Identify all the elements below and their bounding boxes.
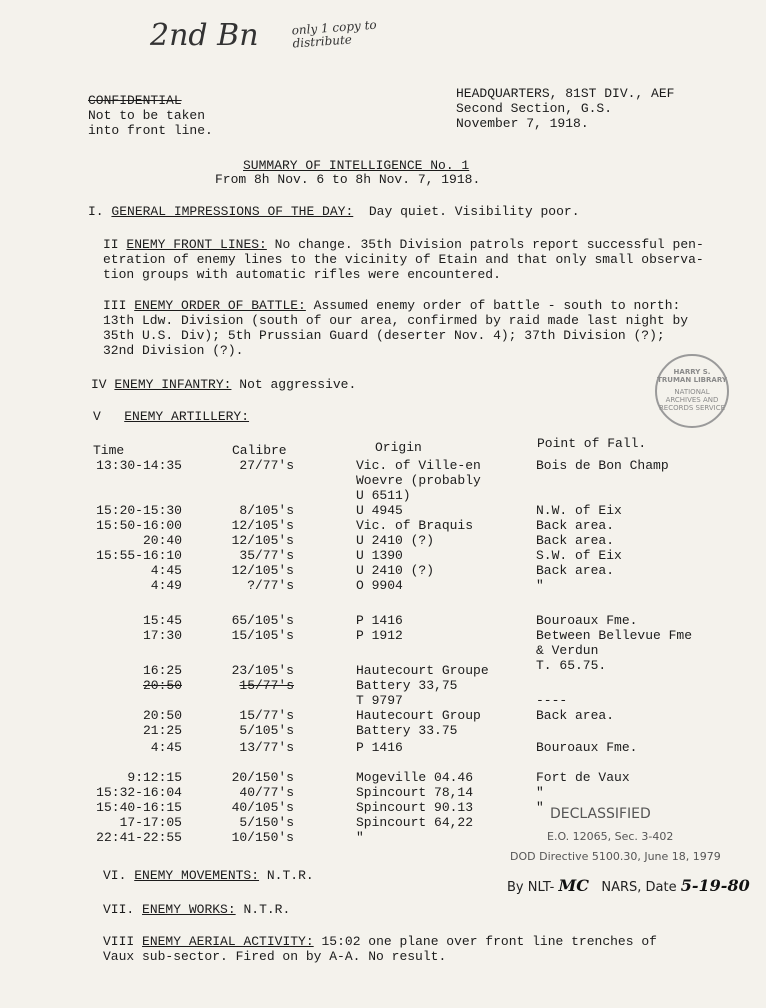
artillery-origin: " <box>356 830 364 845</box>
section-7-number: VII. <box>103 902 135 917</box>
artillery-calibre: 40/105's <box>231 800 294 815</box>
declassified-line-1: E.O. 12065, Sec. 3-402 <box>547 830 674 843</box>
artillery-origin: U 6511) <box>356 488 411 503</box>
artillery-calibre: 65/105's <box>231 613 294 628</box>
artillery-point-of-fall: Bouroaux Fme. <box>536 740 638 755</box>
artillery-calibre: 8/105's <box>239 503 294 518</box>
artillery-point-of-fall: Between Bellevue Fme <box>536 628 693 643</box>
artillery-calibre: 27/77's <box>239 458 294 473</box>
restriction-line-1: Not to be taken <box>88 108 206 123</box>
date-line: November 7, 1918. <box>456 116 589 131</box>
artillery-point-of-fall: Back area. <box>536 518 615 533</box>
section-1-body: Day quiet. Visibility poor. <box>368 204 580 219</box>
header-right <box>456 86 674 131</box>
artillery-origin: T 9797 <box>356 693 403 708</box>
archive-stamp <box>655 354 729 428</box>
artillery-time: 15:20-15:30 <box>96 503 182 518</box>
artillery-origin: Mogeville 04.46 <box>356 770 474 785</box>
section-2-number: II <box>103 237 119 252</box>
artillery-calibre: 12/105's <box>231 533 294 548</box>
header-left <box>88 93 213 138</box>
artillery-time: 9:12:15 <box>127 770 182 785</box>
artillery-point-of-fall: & Verdun <box>536 643 599 658</box>
artillery-origin: Hautecourt Groupe <box>356 663 489 678</box>
section-6-heading: ENEMY MOVEMENTS: <box>134 868 260 883</box>
artillery-origin: Woevre (probably <box>356 473 481 488</box>
section-2 <box>103 237 703 282</box>
classification-label: CONFIDENTIAL <box>88 93 182 108</box>
artillery-calibre: 10/150's <box>231 830 294 845</box>
artillery-origin: Spincourt 90.13 <box>356 800 474 815</box>
artillery-point-of-fall: Back area. <box>536 533 615 548</box>
artillery-point-of-fall: T. 65.75. <box>536 658 607 673</box>
artillery-calibre: 40/77's <box>239 785 294 800</box>
artillery-calibre: 15/105's <box>231 628 294 643</box>
artillery-origin: O 9904 <box>356 578 403 593</box>
section-3-heading: ENEMY ORDER OF BATTLE: <box>134 298 306 313</box>
artillery-origin: Vic. of Ville-en <box>356 458 481 473</box>
artillery-time: 15:32-16:04 <box>96 785 182 800</box>
declassified-by-line <box>507 876 750 895</box>
section-1-number: I. <box>88 204 104 219</box>
section-7 <box>103 902 703 917</box>
artillery-origin: P 1416 <box>356 613 403 628</box>
section-2-line-1: No change. 35th Division patrols report successful pen- <box>274 237 704 252</box>
artillery-calibre: ?/77's <box>247 578 294 593</box>
artillery-time: 17:30 <box>142 628 182 643</box>
section-4 <box>91 377 691 392</box>
artillery-calibre: 5/150's <box>239 815 294 830</box>
artillery-origin: Hautecourt Group <box>356 708 481 723</box>
artillery-time: 20:40 <box>142 533 182 548</box>
artillery-calibre: 35/77's <box>239 548 294 563</box>
section-4-heading: ENEMY INFANTRY: <box>114 377 232 392</box>
artillery-point-of-fall: " <box>536 578 544 593</box>
artillery-point-of-fall: Bouroaux Fme. <box>536 613 638 628</box>
artillery-point-of-fall: Back area. <box>536 563 615 578</box>
section-7-heading: ENEMY WORKS: <box>142 902 236 917</box>
artillery-calibre: 12/105's <box>231 518 294 533</box>
section-8-line-2: Vaux sub-sector. Fired on by A-A. No result. <box>103 949 447 964</box>
section-line: Second Section, G.S. <box>456 101 613 116</box>
artillery-time: 15:50-16:00 <box>96 518 182 533</box>
artillery-origin: Battery 33.75 <box>356 723 458 738</box>
artillery-point-of-fall: S.W. of Eix <box>536 548 622 563</box>
artillery-point-of-fall: " <box>536 800 544 815</box>
section-6-number: VI. <box>103 868 127 883</box>
section-8-line-1: 15:02 one plane over front line trenches of <box>321 934 657 949</box>
artillery-origin: Battery 33,75 <box>356 678 458 693</box>
restriction-line-2: into front line. <box>88 123 213 138</box>
section-3-line-2: 13th Ldw. Division (south of our area, confirmed by raid made last night by <box>103 313 689 328</box>
stamp-line-1: HARRY S. TRUMAN LIBRARY <box>657 368 727 384</box>
artillery-time: 15:55-16:10 <box>96 548 182 563</box>
section-3-line-1: Assumed enemy order of battle - south to north: <box>313 298 681 313</box>
declassified-by-signature: MC <box>558 876 589 895</box>
section-8-heading: ENEMY AERIAL ACTIVITY: <box>142 934 314 949</box>
artillery-origin: Vic. of Braquis <box>356 518 474 533</box>
section-3-line-3: 35th U.S. Div); 5th Prussian Guard (deserter Nov. 4); 37th Division (?); <box>103 328 665 343</box>
artillery-origin: U 1390 <box>356 548 403 563</box>
artillery-calibre: 15/77's <box>239 678 294 693</box>
artillery-point-of-fall: ---- <box>536 693 568 708</box>
declassified-line-2: DOD Directive 5100.30, June 18, 1979 <box>510 850 721 863</box>
section-8 <box>103 934 703 964</box>
artillery-origin: P 1416 <box>356 740 403 755</box>
artillery-calibre: 13/77's <box>239 740 294 755</box>
artillery-origin: Spincourt 64,22 <box>356 815 474 830</box>
artillery-time: 20:50 <box>142 708 182 723</box>
declassified-title: DECLASSIFIED <box>550 806 651 822</box>
stamp-line-2: NATIONAL ARCHIVES AND RECORDS SERVICE <box>658 388 726 412</box>
section-3-number: III <box>103 298 127 313</box>
section-3-line-4: 32nd Division (?). <box>103 343 244 358</box>
section-1-heading: GENERAL IMPRESSIONS OF THE DAY: <box>111 204 354 219</box>
artillery-point-of-fall: " <box>536 785 544 800</box>
declassified-by-label: By NLT- <box>507 880 555 895</box>
artillery-point-of-fall: Bois de Bon Champ <box>536 458 669 473</box>
artillery-time: 4:45 <box>150 740 182 755</box>
artillery-time: 15:40-16:15 <box>96 800 182 815</box>
declassified-nars-label: NARS, Date <box>601 880 677 895</box>
section-4-body: Not aggressive. <box>239 377 357 392</box>
section-2-line-2: etration of enemy lines to the vicinity of Etain and that only small observa- <box>103 252 704 267</box>
handwritten-note-top-right: only 1 copy to distribute <box>291 17 378 51</box>
artillery-time: 4:45 <box>150 563 182 578</box>
artillery-time: 15:45 <box>142 613 182 628</box>
artillery-calibre: 5/105's <box>239 723 294 738</box>
artillery-origin: U 2410 (?) <box>356 563 435 578</box>
artillery-calibre: 20/150's <box>231 770 294 785</box>
document-title: SUMMARY OF INTELLIGENCE No. 1 <box>243 158 470 173</box>
artillery-header-time: Time <box>93 443 125 458</box>
artillery-point-of-fall: Back area. <box>536 708 615 723</box>
section-4-number: IV <box>91 377 107 392</box>
handwritten-note-top-left: 2nd Bn <box>150 18 259 53</box>
artillery-calibre: 23/105's <box>231 663 294 678</box>
artillery-time: 4:49 <box>150 578 182 593</box>
headquarters-line: HEADQUARTERS, 81ST DIV., AEF <box>456 86 675 101</box>
section-3 <box>103 298 703 358</box>
section-6-body: N.T.R. <box>266 868 314 883</box>
artillery-header-calibre: Calibre <box>232 443 287 458</box>
artillery-calibre: 12/105's <box>231 563 294 578</box>
section-7-body: N.T.R. <box>243 902 291 917</box>
artillery-point-of-fall: N.W. of Eix <box>536 503 622 518</box>
section-5-number: V <box>93 409 101 424</box>
artillery-point-of-fall: Fort de Vaux <box>536 770 630 785</box>
artillery-header-fall: Point of Fall. <box>537 436 647 451</box>
section-8-number: VIII <box>103 934 135 949</box>
artillery-origin: P 1912 <box>356 628 403 643</box>
artillery-origin: Spincourt 78,14 <box>356 785 474 800</box>
artillery-time: 13:30-14:35 <box>96 458 182 473</box>
section-5-heading: ENEMY ARTILLERY: <box>124 409 250 424</box>
declassified-date-signature: 5-19-80 <box>680 876 750 895</box>
artillery-header-origin: Origin <box>375 440 422 455</box>
artillery-time: 22:41-22:55 <box>96 830 182 845</box>
section-5 <box>93 409 693 424</box>
section-2-line-3: tion groups with automatic rifles were encountered. <box>103 267 501 282</box>
artillery-time: 21:25 <box>142 723 182 738</box>
artillery-time: 20:50 <box>142 678 182 693</box>
artillery-time: 17-17:05 <box>119 815 182 830</box>
section-1 <box>88 204 688 219</box>
artillery-calibre: 15/77's <box>239 708 294 723</box>
section-2-heading: ENEMY FRONT LINES: <box>126 237 267 252</box>
document-subtitle: From 8h Nov. 6 to 8h Nov. 7, 1918. <box>215 172 481 187</box>
artillery-origin: U 2410 (?) <box>356 533 435 548</box>
artillery-time: 16:25 <box>142 663 182 678</box>
artillery-origin: U 4945 <box>356 503 403 518</box>
